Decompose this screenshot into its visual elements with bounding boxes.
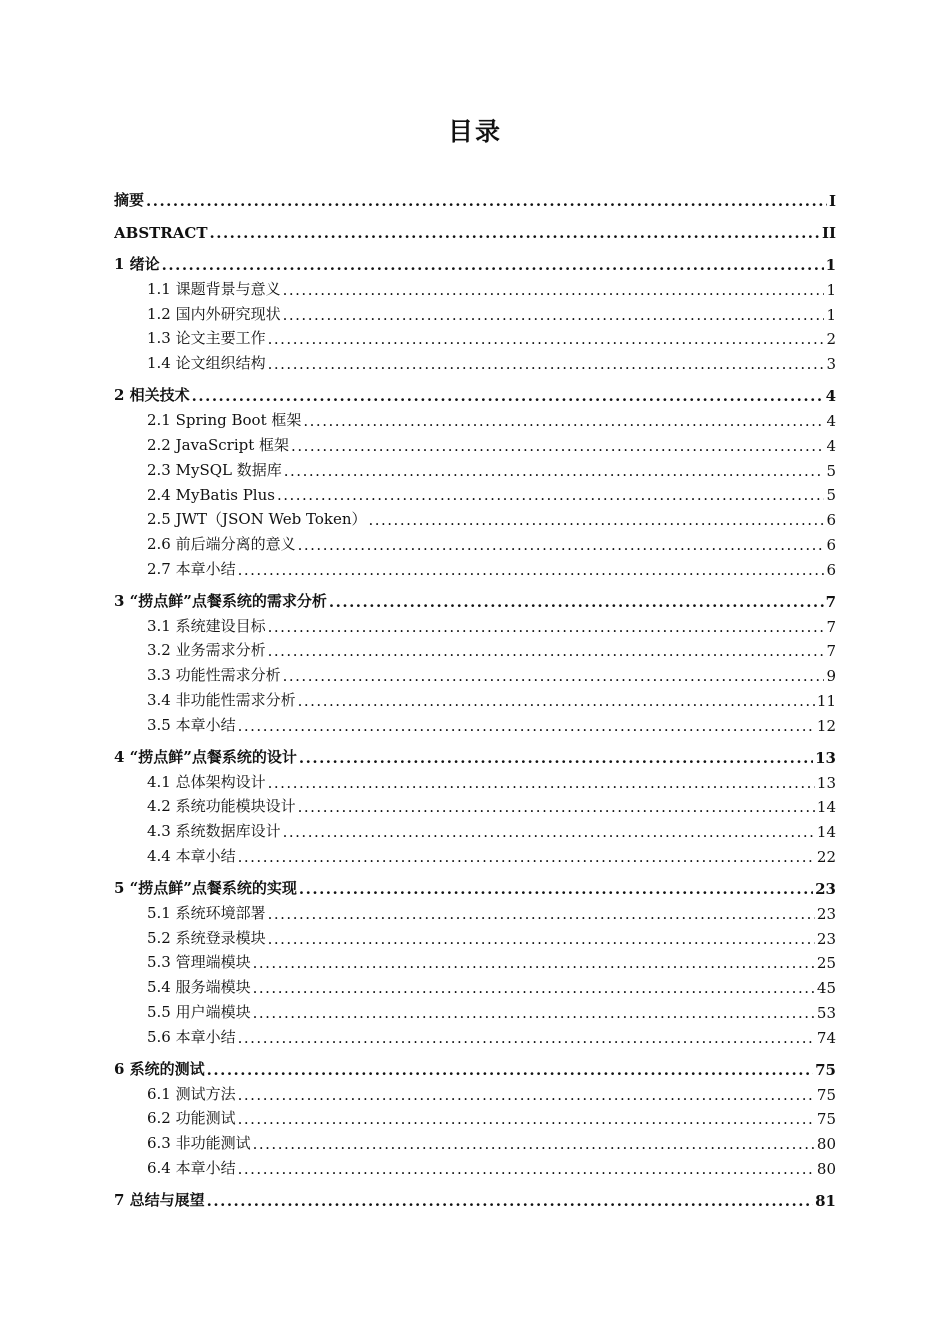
toc-leader-dots — [283, 306, 825, 324]
toc-section-entry[interactable] — [114, 324, 836, 349]
toc-entry-label: 摘要 — [114, 191, 145, 209]
toc-leader-dots — [268, 774, 815, 792]
toc-section-entry[interactable] — [114, 1079, 836, 1104]
toc-chapter-entry[interactable] — [114, 373, 836, 405]
toc-entry-label: 2.4 MyBatis Plus — [147, 486, 275, 505]
toc-entry-label: 6.4 本章小结 — [147, 1158, 236, 1177]
toc-section-entry[interactable] — [114, 923, 836, 948]
toc-entry-page-number: 5 — [826, 461, 836, 480]
toc-entry-label: 3.5 本章小结 — [147, 715, 236, 734]
toc-leader-dots — [192, 387, 824, 405]
toc-section-entry[interactable] — [114, 767, 836, 792]
toc-leader-dots — [268, 330, 825, 348]
toc-leader-dots — [207, 1192, 813, 1210]
toc-entry-label: 4.2 系统功能模块设计 — [147, 797, 296, 816]
toc-entry-page-number: 12 — [816, 716, 836, 735]
toc-entry-label: 2.1 Spring Boot 框架 — [147, 410, 302, 429]
toc-entry-page-number: II — [821, 224, 836, 242]
toc-section-entry[interactable] — [114, 430, 836, 455]
page-title: 目录 — [447, 117, 502, 146]
toc-entry-page-number: 75 — [815, 1060, 836, 1079]
toc-entry-page-number: 13 — [816, 773, 836, 792]
toc-entry-page-number: 25 — [816, 954, 836, 973]
toc-section-entry[interactable] — [114, 685, 836, 710]
toc-entry-label: 1.1 课题背景与意义 — [147, 279, 281, 298]
toc-entry-label: 3 “捞点鲜”点餐系统的需求分析 — [114, 591, 327, 610]
toc-entry-label: 2 相关技术 — [114, 386, 190, 405]
toc-entry-label: 6 系统的测试 — [114, 1059, 205, 1078]
toc-entry-page-number: 4 — [825, 387, 836, 406]
toc-entry-page-number: 75 — [816, 1110, 836, 1129]
toc-entry-page-number: 6 — [826, 560, 836, 579]
toc-entry-label: 1.3 论文主要工作 — [147, 329, 266, 348]
table-of-contents — [114, 178, 836, 1210]
toc-entry-label: 4 “捞点鲜”点餐系统的设计 — [114, 747, 297, 766]
toc-entry-label: 3.4 非功能性需求分析 — [147, 690, 296, 709]
toc-section-entry[interactable] — [114, 455, 836, 480]
toc-entry-page-number: 80 — [816, 1135, 836, 1154]
toc-entry-page-number: 2 — [826, 330, 836, 349]
toc-leader-dots — [253, 1004, 815, 1022]
toc-entry-page-number: 75 — [816, 1085, 836, 1104]
toc-chapter-entry[interactable] — [114, 579, 836, 611]
toc-leader-dots — [298, 536, 825, 554]
toc-entry-label: 1.2 国内外研究现状 — [147, 304, 281, 323]
toc-chapter-entry[interactable] — [114, 210, 836, 242]
toc-leader-dots — [238, 717, 815, 735]
toc-entry-label: 3.1 系统建设目标 — [147, 616, 266, 635]
toc-leader-dots — [283, 667, 825, 685]
toc-section-entry[interactable] — [114, 898, 836, 923]
toc-entry-page-number: 81 — [815, 1191, 836, 1210]
toc-chapter-entry[interactable] — [114, 1178, 836, 1210]
toc-entry-page-number: 14 — [816, 798, 836, 817]
toc-leader-dots — [329, 593, 824, 611]
toc-section-entry[interactable] — [114, 1104, 836, 1129]
toc-entry-page-number: 4 — [826, 411, 836, 430]
toc-leader-dots — [146, 192, 827, 210]
toc-entry-page-number: 53 — [816, 1003, 836, 1022]
toc-leader-dots — [277, 486, 824, 504]
toc-entry-label: 6.2 功能测试 — [147, 1109, 236, 1128]
toc-entry-page-number: 13 — [815, 748, 836, 767]
toc-section-entry[interactable] — [114, 710, 836, 735]
toc-entry-label: 5.3 管理端模块 — [147, 953, 251, 972]
toc-chapter-entry[interactable] — [114, 866, 836, 898]
toc-leader-dots — [284, 462, 825, 480]
toc-leader-dots — [210, 224, 820, 242]
toc-section-entry[interactable] — [114, 1153, 836, 1178]
toc-section-entry[interactable] — [114, 504, 836, 529]
toc-section-entry[interactable] — [114, 660, 836, 685]
toc-entry-page-number: 23 — [816, 929, 836, 948]
toc-section-entry[interactable] — [114, 972, 836, 997]
toc-leader-dots — [298, 692, 815, 710]
toc-leader-dots — [268, 355, 825, 373]
toc-leader-dots — [283, 281, 825, 299]
toc-leader-dots — [368, 511, 824, 529]
toc-entry-label: 5.4 服务端模块 — [147, 978, 251, 997]
toc-entry-page-number: 9 — [826, 667, 836, 686]
toc-entry-page-number: 6 — [826, 535, 836, 554]
toc-leader-dots — [253, 1135, 815, 1153]
toc-chapter-entry[interactable] — [114, 735, 836, 767]
toc-entry-label: 3.3 功能性需求分析 — [147, 666, 281, 685]
toc-entry-label: 3.2 业务需求分析 — [147, 641, 266, 660]
toc-leader-dots — [162, 256, 824, 274]
toc-entry-page-number: 7 — [825, 592, 836, 611]
toc-chapter-entry[interactable] — [114, 178, 836, 210]
toc-leader-dots — [238, 848, 815, 866]
toc-entry-page-number: 6 — [826, 511, 836, 530]
toc-entry-label: 6.1 测试方法 — [147, 1084, 236, 1103]
toc-leader-dots — [268, 618, 825, 636]
toc-entry-page-number: 45 — [816, 979, 836, 998]
toc-section-entry[interactable] — [114, 611, 836, 636]
toc-leader-dots — [238, 1110, 815, 1128]
toc-entry-label: 6.3 非功能测试 — [147, 1134, 251, 1153]
toc-entry-label: ABSTRACT — [114, 224, 208, 242]
toc-entry-page-number: 7 — [826, 617, 836, 636]
toc-section-entry[interactable] — [114, 841, 836, 866]
toc-entry-page-number: 80 — [816, 1159, 836, 1178]
toc-leader-dots — [268, 930, 815, 948]
toc-entry-label: 7 总结与展望 — [114, 1190, 205, 1209]
toc-entry-page-number: I — [828, 192, 836, 210]
toc-section-entry[interactable] — [114, 299, 836, 324]
toc-leader-dots — [207, 1061, 813, 1079]
toc-leader-dots — [291, 437, 824, 455]
toc-entry-label: 5.1 系统环境部署 — [147, 903, 266, 922]
toc-section-entry[interactable] — [114, 274, 836, 299]
toc-entry-label: 1 绪论 — [114, 255, 160, 273]
toc-leader-dots — [238, 1086, 815, 1104]
toc-leader-dots — [238, 1029, 815, 1047]
toc-entry-label: 4.4 本章小结 — [147, 846, 236, 865]
toc-leader-dots — [303, 412, 824, 430]
toc-entry-page-number: 1 — [826, 280, 836, 299]
toc-entry-label: 5 “捞点鲜”点餐系统的实现 — [114, 878, 297, 897]
toc-entry-label: 5.5 用户端模块 — [147, 1002, 251, 1021]
toc-section-entry[interactable] — [114, 1128, 836, 1153]
toc-chapter-entry[interactable] — [114, 242, 836, 274]
toc-entry-page-number: 14 — [816, 823, 836, 842]
toc-entry-label: 5.2 系统登录模块 — [147, 928, 266, 947]
toc-leader-dots — [268, 642, 825, 660]
toc-entry-label: 2.5 JWT（JSON Web Token） — [147, 510, 367, 529]
toc-section-entry[interactable] — [114, 816, 836, 841]
toc-entry-page-number: 7 — [826, 642, 836, 661]
toc-leader-dots — [298, 798, 815, 816]
toc-entry-label: 4.3 系统数据库设计 — [147, 822, 281, 841]
toc-leader-dots — [238, 561, 825, 579]
toc-entry-page-number: 22 — [816, 847, 836, 866]
toc-entry-label: 2.7 本章小结 — [147, 559, 236, 578]
toc-entry-page-number: 23 — [816, 904, 836, 923]
toc-entry-label: 2.6 前后端分离的意义 — [147, 534, 296, 553]
toc-entry-page-number: 5 — [826, 486, 836, 505]
toc-entry-page-number: 1 — [826, 305, 836, 324]
toc-section-entry[interactable] — [114, 636, 836, 661]
toc-leader-dots — [268, 905, 815, 923]
toc-section-entry[interactable] — [114, 554, 836, 579]
toc-section-entry[interactable] — [114, 405, 836, 430]
toc-entry-page-number: 1 — [825, 256, 836, 274]
toc-section-entry[interactable] — [114, 1022, 836, 1047]
toc-section-entry[interactable] — [114, 997, 836, 1022]
toc-entry-label: 2.2 JavaScript 框架 — [147, 435, 290, 454]
toc-leader-dots — [253, 979, 815, 997]
toc-leader-dots — [299, 880, 813, 898]
toc-leader-dots — [238, 1160, 815, 1178]
toc-section-entry[interactable] — [114, 792, 836, 817]
toc-section-entry[interactable] — [114, 948, 836, 973]
toc-leader-dots — [283, 823, 815, 841]
toc-section-entry[interactable] — [114, 348, 836, 373]
toc-entry-label: 5.6 本章小结 — [147, 1027, 236, 1046]
toc-entry-label: 4.1 总体架构设计 — [147, 772, 266, 791]
toc-leader-dots — [253, 954, 815, 972]
toc-section-entry[interactable] — [114, 529, 836, 554]
toc-section-entry[interactable] — [114, 480, 836, 505]
toc-entry-label: 1.4 论文组织结构 — [147, 354, 266, 373]
toc-entry-page-number: 11 — [816, 691, 836, 710]
toc-entry-page-number: 3 — [826, 355, 836, 374]
toc-entry-page-number: 74 — [816, 1028, 836, 1047]
toc-leader-dots — [299, 749, 813, 767]
toc-chapter-entry[interactable] — [114, 1047, 836, 1079]
toc-entry-label: 2.3 MySQL 数据库 — [147, 460, 282, 479]
toc-entry-page-number: 23 — [815, 879, 836, 898]
toc-entry-page-number: 4 — [826, 436, 836, 455]
